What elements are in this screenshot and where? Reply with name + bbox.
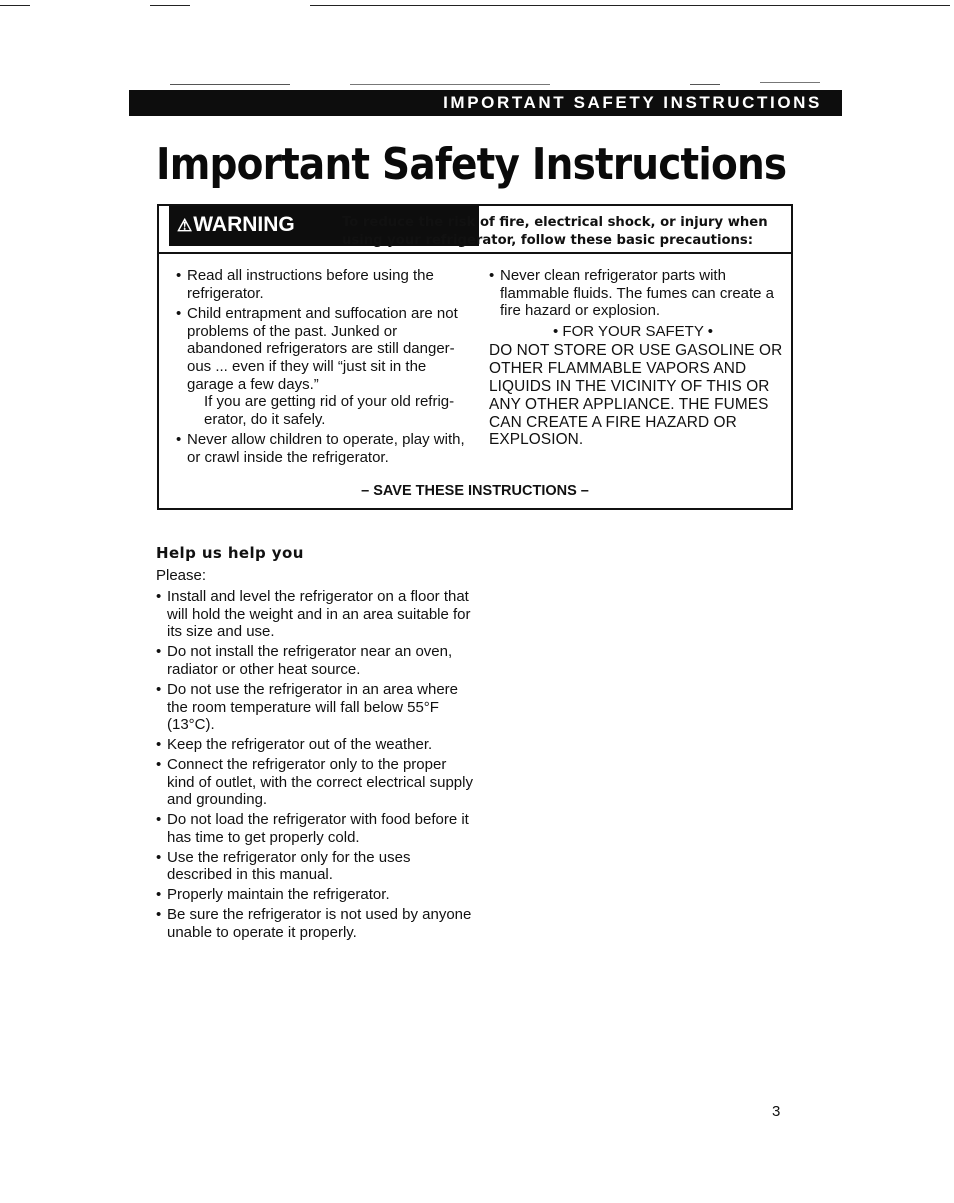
scan-line-top	[150, 5, 190, 6]
help-list-item: • Properly maintain the refrigerator.	[156, 886, 476, 904]
scan-line-header	[760, 82, 820, 83]
warning-label: WARNING	[193, 213, 295, 236]
warning-statement-line: using your refrigerator, follow these basic precautions:	[342, 233, 754, 248]
warning-left-column	[176, 267, 466, 470]
scan-line-header	[690, 84, 720, 85]
help-heading: Help us help you	[156, 544, 304, 562]
warning-note: If you are getting rid of your old refrig-erator, do it safely.	[204, 393, 455, 428]
warning-header	[159, 206, 791, 254]
page-number: 3	[772, 1103, 781, 1120]
flammable-notice: DO NOT STORE OR USE GASOLINE OR OTHER FLAMMABLE VAPORS AND LIQUIDS IN THE VICINITY OF THIS OR ANY OTHER APPLIANCE. THE FUMES CAN CREATE A FIRE HAZARD OR EXPLOSION.	[489, 342, 783, 449]
warning-list-item: • Never allow children to operate, play with, or crawl inside the refrigerator.	[176, 431, 466, 466]
scan-line-top	[310, 5, 950, 6]
help-list-item: • Do not load the refrigerator with food before it has time to get properly cold.	[156, 811, 476, 846]
help-list-item: • Keep the refrigerator out of the weather.	[156, 736, 476, 754]
scan-line-top	[0, 5, 30, 6]
help-section	[156, 545, 476, 944]
warning-triangle-icon: ⚠	[177, 216, 193, 235]
warning-statement-line: To reduce the risk of fire, electrical shock, or injury when	[342, 215, 768, 230]
warning-list-item: • Read all instructions before using the refrigerator.	[176, 267, 466, 302]
warning-statement	[342, 214, 782, 250]
warning-box	[157, 204, 793, 510]
section-header-bar: IMPORTANT SAFETY INSTRUCTIONS	[129, 90, 842, 116]
help-list-item: • Connect the refrigerator only to the proper kind of outlet, with the correct electrical supply and grounding.	[156, 756, 476, 809]
help-list-item: • Do not use the refrigerator in an area where the room temperature will fall below 55°F (13°C).	[156, 681, 476, 734]
page-title: Important Safety Instructions	[156, 140, 787, 191]
help-list-item: • Do not install the refrigerator near an oven, radiator or other heat source.	[156, 643, 476, 678]
help-list-item: • Use the refrigerator only for the uses described in this manual.	[156, 849, 476, 884]
warning-right-column	[489, 267, 787, 449]
save-instructions-line: – SAVE THESE INSTRUCTIONS –	[361, 483, 589, 499]
help-list-item: • Be sure the refrigerator is not used by anyone unable to operate it properly.	[156, 906, 476, 941]
help-intro: Please:	[156, 566, 207, 584]
scan-line-header	[350, 84, 550, 85]
help-list-item: • Install and level the refrigerator on a floor that will hold the weight and in an area suitable for its size and use.	[156, 588, 476, 641]
warning-list-item: • Child entrapment and suffocation are not problems of the past. Junked or abandoned refrigerators are still danger-ous ... even if they will “just sit in the garage a few days.”	[176, 305, 466, 393]
help-list	[156, 588, 476, 941]
scan-line-header	[170, 84, 290, 85]
for-your-safety-label: • FOR YOUR SAFETY •	[553, 322, 713, 340]
warning-list-item: • Never clean refrigerator parts with flammable fluids. The fumes can create a fire hazard or explosion.	[489, 267, 787, 320]
